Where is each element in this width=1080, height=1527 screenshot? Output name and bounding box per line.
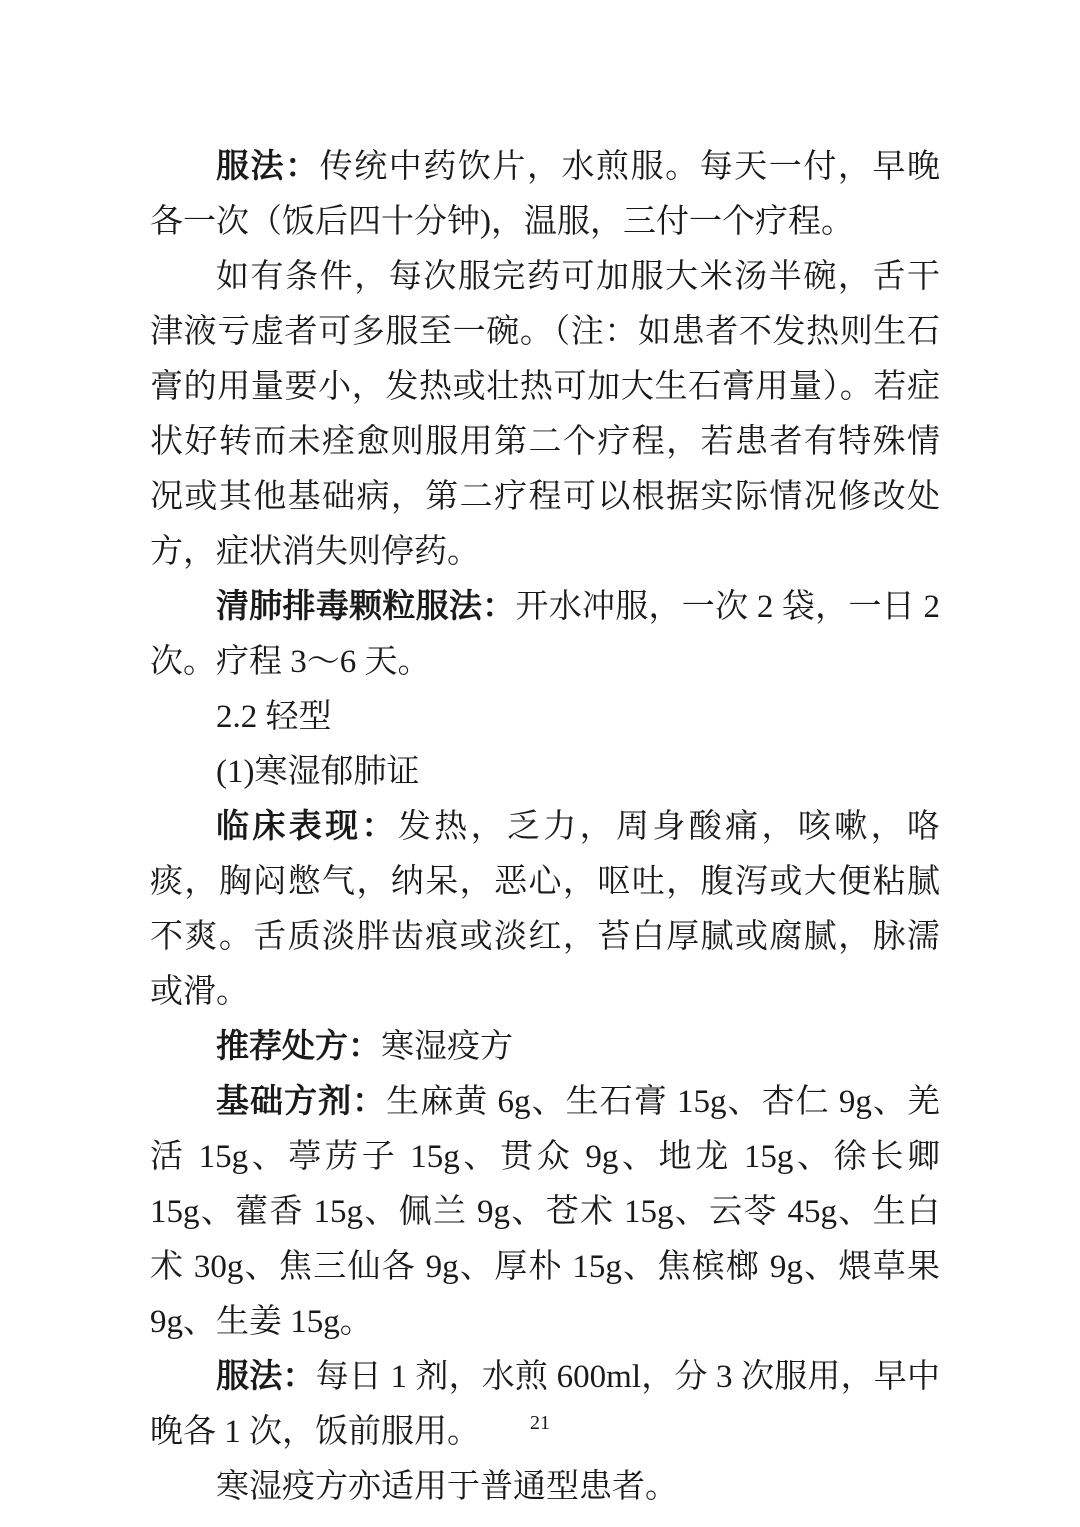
paragraph-label: 服法： — [216, 149, 320, 185]
paragraph-text: 生麻黄 6g、生石膏 15g、杏仁 9g、羌活 15g、葶苈子 15g、贯众 9g、地龙 15g、徐长卿 15g、藿香 15g、佩兰 9g、苍术 15g、云苓 45g、生白术 30g、焦三仙各 9g、厚朴 15g、焦槟榔 9g、煨草果 9g、生姜 15g。 — [150, 1084, 941, 1340]
paragraph-serving-method — [150, 140, 940, 250]
paragraph-base-formula — [150, 1075, 940, 1350]
paragraph-label: 基础方剂： — [216, 1084, 387, 1120]
paragraph-text: 寒湿疫方 — [381, 1029, 513, 1065]
paragraph-text: 寒湿疫方亦适用于普通型患者。 — [216, 1469, 678, 1505]
paragraph-text: 传统中药饮片，水煎服。每天一付，早晚各一次（饭后四十分钟)，温服，三付一个疗程。 — [150, 149, 941, 240]
paragraph-clinical-manifestations — [150, 800, 940, 1020]
paragraph-label: 清肺排毒颗粒服法： — [216, 589, 516, 625]
paragraph-recommended-prescription — [150, 1020, 940, 1075]
heading-syndrome-1 — [150, 745, 940, 800]
paragraph-text: 如有条件，每次服完药可加服大米汤半碗，舌干津液亏虚者可多服至一碗。（注：如患者不发热则生石膏的用量要小，发热或壮热可加大生石膏用量）。若症状好转而未痊愈则服用第二个疗程，若患者有特殊情况或其他基础病，第二疗程可以根据实际情况修改处方，症状消失则停药。 — [150, 259, 940, 570]
paragraph-text: 发热，乏力，周身酸痛，咳嗽，咯痰，胸闷憋气，纳呆，恶心，呕吐，腹泻或大便粘腻不爽。舌质淡胖齿痕或淡红，苔白厚腻或腐腻，脉濡或滑。 — [150, 809, 941, 1010]
paragraph-applicability — [150, 1460, 940, 1515]
paragraph-text: (1)寒湿郁肺证 — [216, 754, 420, 790]
paragraph-serving-method-2 — [150, 1350, 940, 1460]
paragraph-notes — [150, 250, 940, 580]
paragraph-label: 推荐处方： — [216, 1029, 381, 1065]
paragraph-text: 每日 1 剂，水煎 600ml，分 3 次服用，早中晚各 1 次，饭前服用。 — [150, 1359, 941, 1450]
heading-section-2-2 — [150, 690, 940, 745]
document-body — [150, 140, 940, 1515]
paragraph-label: 服法： — [216, 1359, 316, 1395]
paragraph-text: 开水冲服，一次 2 袋，一日 2 次。疗程 3～6 天。 — [150, 589, 941, 680]
paragraph-label: 临床表现： — [216, 809, 398, 845]
paragraph-text: 2.2 轻型 — [216, 699, 332, 735]
paragraph-granule-serving — [150, 580, 940, 690]
page-number: 21 — [530, 1412, 550, 1434]
